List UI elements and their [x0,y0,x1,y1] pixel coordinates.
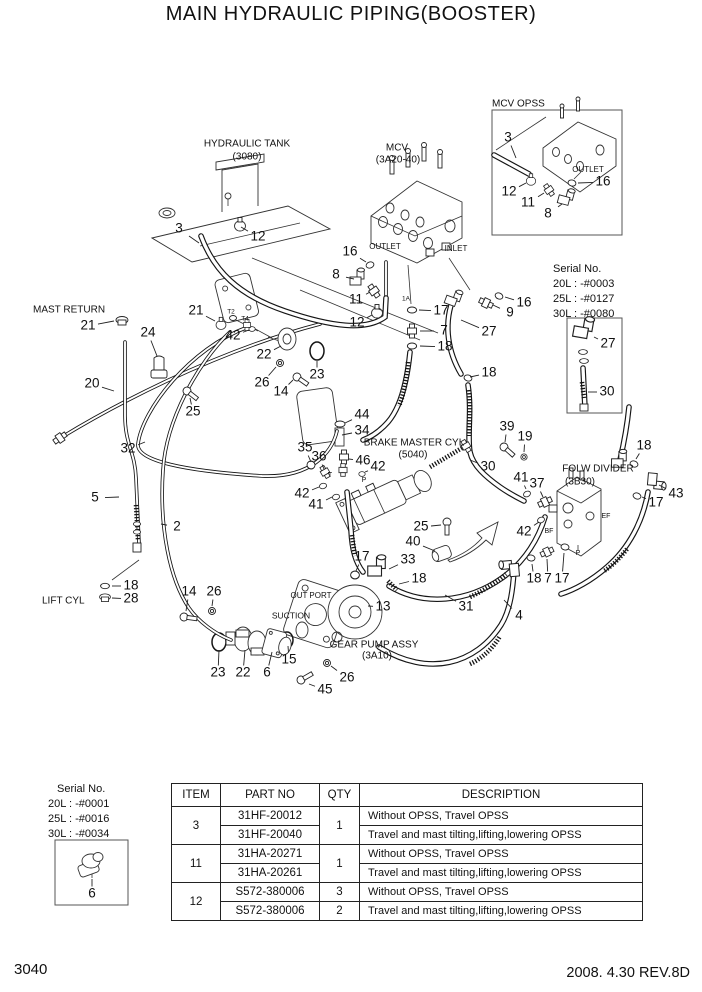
leader-line [423,546,435,551]
callout-18: 18 [481,364,497,380]
brake-master-label: BRAKE MASTER CYL [363,437,465,449]
mcv-outlet-label: OUTLET [369,242,401,252]
table-header-row [172,784,643,807]
leader-line [331,666,337,671]
table-row [172,864,643,883]
callout-11: 11 [348,291,364,307]
callout-17: 17 [648,494,664,510]
callout-44: 44 [354,406,370,422]
qty-cell: 1 [320,845,360,883]
callout-35: 35 [297,439,313,455]
callout-16: 16 [516,294,532,310]
hydraulic-tank-code: (3080) [232,151,262,163]
serial-left-25l: 25L : -#0016 [48,812,110,825]
callout-13: 13 [375,598,391,614]
mcv-label: MCV [385,142,409,154]
col-item: ITEM [172,784,221,807]
table-row [172,883,643,902]
callout-30: 30 [599,383,615,399]
callout-42: 42 [294,485,310,501]
callout-42: 42 [370,458,386,474]
leader-line [274,346,281,350]
callout-37: 37 [529,475,545,491]
callout-15: 15 [281,651,297,667]
port-p-label: P [361,476,367,484]
leader-line [212,600,213,607]
callout-36: 36 [311,448,327,464]
callout-26: 26 [254,374,270,390]
description-cell: Without OPSS, Travel OPSS [360,807,643,826]
page-title: MAIN HYDRAULIC PIPING(BOOSTER) [165,3,537,25]
callout-17: 17 [433,302,449,318]
item-cell: 11 [172,845,221,883]
leader-line [366,292,370,294]
callout-43: 43 [668,485,684,501]
leader-line [365,471,368,472]
callout-41: 41 [513,469,529,485]
callout-26: 26 [206,583,222,599]
serial-right-title: Serial No. [553,262,602,275]
opss-outlet-label: OUTLET [572,165,604,175]
leader-line [244,650,245,666]
callout-18: 18 [636,437,652,453]
leader-line [289,380,294,385]
callout-6: 6 [88,885,96,901]
mcv-opss-label: MCV OPSS [492,98,545,110]
leader-line [505,297,514,300]
callout-16: 16 [342,243,358,259]
leader-line [524,445,525,453]
description-cell: Travel and mast tilting,lifting,lowering OPSS [360,826,643,845]
table-row [172,807,643,826]
leader-line [206,316,215,321]
lift-cyl-label: LIFT CYL [42,595,85,607]
callout-11: 11 [520,194,536,210]
col-part-no: PART NO [221,784,320,807]
leader-line [98,321,114,324]
parts-table [171,783,643,921]
leader-line [269,367,276,376]
callout-41: 41 [308,496,324,512]
part-no-cell: 31HF-20012 [221,807,320,826]
description-cell: Without OPSS, Travel OPSS [360,845,643,864]
callout-34: 34 [354,422,370,438]
mcv-inlet-label: INLET [444,244,468,254]
serial-right-30l: 30L : -#0080 [553,307,615,320]
serial-right-20l: 20L : -#0003 [553,277,615,290]
callout-9: 9 [506,304,514,320]
part-no-cell: S572-380006 [221,902,320,921]
table-row [172,902,643,921]
callout-18: 18 [123,577,139,593]
leader-line [534,522,539,525]
leader-line [326,497,332,500]
leader-line [389,565,398,569]
leader-line [505,435,506,443]
leader-line [519,183,526,187]
direction-arrow [448,522,498,562]
item-cell: 3 [172,807,221,845]
callout-18: 18 [437,338,453,354]
port-t-label: T [327,471,333,479]
callout-12: 12 [501,183,517,199]
callout-27: 27 [600,335,616,351]
callout-26: 26 [339,669,355,685]
callout-42: 42 [516,523,532,539]
callout-27: 27 [481,323,497,339]
description-cell: Without OPSS, Travel OPSS [360,883,643,902]
part-no-cell: 31HA-20271 [221,845,320,864]
description-cell: Travel and mast tilting,lifting,lowering OPSS [360,864,643,883]
callout-33: 33 [400,551,416,567]
callout-32: 32 [120,440,136,456]
leader-line [399,582,409,585]
page-number: 3040 [14,961,48,978]
leader-line [420,346,435,347]
gear-pump-code: (3A10) [361,650,393,662]
port-ef-label: EF [601,512,611,520]
leader-line [218,650,219,666]
callout-28: 28 [123,590,139,606]
brake-master-code: (5040) [398,449,428,461]
callout-21: 21 [80,317,96,333]
qty-cell: 2 [320,902,360,921]
leader-line [563,553,564,572]
callout-30: 30 [480,458,496,474]
leader-line [349,459,353,460]
out-port-label: OUT PORT [290,591,332,601]
revision-date: 2008. 4.30 REV.8D [566,965,690,981]
leader-line [105,497,119,498]
serial-left-title: Serial No. [57,782,106,795]
callout-24: 24 [140,324,156,340]
leader-line [309,684,315,686]
gear-pump-label: GEAR PUMP ASSY [329,639,419,651]
col-qty: QTY [320,784,360,807]
leader-line [419,310,431,311]
callout-18: 18 [411,570,427,586]
leader-line [189,236,199,243]
callout-7: 7 [440,322,448,338]
callout-25: 25 [185,403,201,419]
leader-line [636,454,639,460]
callout-19: 19 [517,428,533,444]
callout-18: 18 [526,570,542,586]
callout-42: 42 [225,327,241,343]
callout-17: 17 [354,548,370,564]
port-t4-label: T4 [241,315,249,323]
callout-22: 22 [256,346,272,362]
qty-cell: 3 [320,883,360,902]
leader-line [511,146,516,159]
leader-line [493,305,500,308]
port-p2-label: P [575,549,581,557]
table-row [172,845,643,864]
callout-5: 5 [91,489,99,505]
flow-divider-label: FOLW DIVIDER [562,463,634,475]
callout-2: 2 [173,518,181,534]
callout-17: 17 [554,570,570,586]
serial-left-20l: 20L : -#0001 [48,797,110,810]
port-t2-label: T2 [227,308,235,316]
leader-line [558,204,562,207]
leader-line [151,341,157,357]
callout-45: 45 [317,681,333,697]
callout-40: 40 [405,533,421,549]
callout-21: 21 [188,302,204,318]
col-description: DESCRIPTION [360,784,643,807]
callout-20: 20 [84,375,100,391]
callout-23: 23 [210,664,226,680]
callout-7: 7 [544,570,552,586]
qty-cell: 1 [320,807,360,845]
callout-12: 12 [349,314,365,330]
leader-line [345,420,352,423]
leader-line [524,486,526,490]
port-1a-label: 1A [402,295,410,303]
callout-16: 16 [595,173,611,189]
leader-line [578,182,593,183]
callout-8: 8 [332,266,340,282]
description-cell: Travel and mast tilting,lifting,lowering OPSS [360,902,643,921]
leader-line [461,320,479,328]
callout-6: 6 [263,664,271,680]
leader-line [360,258,366,262]
hydraulic-tank-label: HYDRAULIC TANK [203,138,291,150]
callout-25: 25 [413,518,429,534]
part-no-cell: 31HF-20040 [221,826,320,845]
table-row [172,826,643,845]
callout-22: 22 [235,664,251,680]
mast-return-label: MAST RETURN [33,304,106,316]
leader-line [594,337,598,339]
leader-line [102,387,114,391]
callout-4: 4 [515,607,523,623]
callout-8: 8 [544,205,552,221]
leader-line [367,315,372,318]
mcv-code: (3A20-40) [375,154,421,166]
callout-14: 14 [181,583,197,599]
leader-line [538,193,544,197]
leader-line [540,492,543,498]
flow-divider-code: (3B30) [564,476,596,488]
callout-14: 14 [273,383,289,399]
leader-line [431,525,441,526]
item-cell: 12 [172,883,221,921]
serial-left-30l: 30L : -#0034 [48,827,110,840]
callout-39: 39 [499,418,515,434]
serial-right-25l: 25L : -#0127 [553,292,615,305]
callout-12: 12 [250,228,266,244]
callout-23: 23 [309,366,325,382]
part-no-cell: S572-380006 [221,883,320,902]
part-no-cell: 31HA-20261 [221,864,320,883]
callout-46: 46 [355,452,371,468]
callout-3: 3 [504,129,512,145]
suction-label: SUCTION [271,610,311,621]
callout-3: 3 [175,220,183,236]
port-bf-label: BF [544,527,554,535]
leader-line [312,487,319,490]
callout-31: 31 [458,598,474,614]
